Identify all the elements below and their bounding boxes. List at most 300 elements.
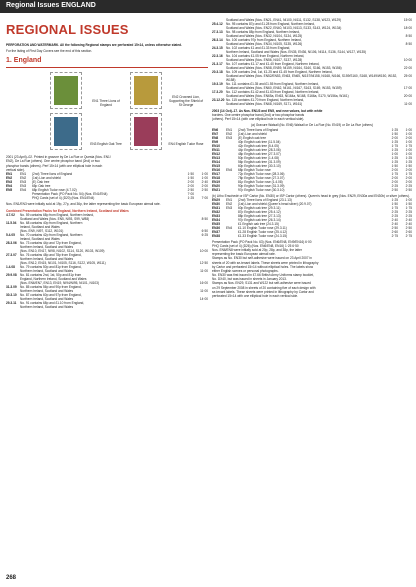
table-cell: 1·25 [405,155,412,160]
table-cell: 68p English Tudor rose (4.7.02) [32,187,77,192]
note-line: representing the basic European airmail rate. [212,252,276,257]
table-cell: 2·75 [405,233,412,238]
table-cell: 90p English Tudor rose (31.3.09) [238,183,285,188]
table-cell: EN17 [212,171,220,176]
table-cell: 27.3.13 [212,30,223,34]
table-cell: 1·25 [391,197,398,202]
table-cell: 25·00 [403,74,412,78]
table-cell: 2·40 [391,221,398,226]
issue-2001-paragraph [6,155,208,172]
note-line: sheets of 20 with se-tenant labels. These sheets were printed in lithography [212,260,319,265]
table-cell: 56p English oak tree (31.3.09) [238,159,281,164]
note-line: on 29 September 2008 in sheets of 20 containing five of each design with [212,285,316,290]
table-cell: (Nos. EN6/EN7, EN13, EN19, NI94/NI95, NI101, NI103) [20,281,100,286]
table-cell: 18·00 [403,26,412,30]
stamp-en3-caption: EN3 English Oak Tree [90,142,122,147]
table-cell: EN18 [212,175,220,180]
note-line: Presentation Pack (PO Pack No. 63) (Nos. EN6/EN8, EN9/EN16) 6·00 [212,239,312,244]
table-cell: No. 59 contains 68p from England, Northern Ireland, [20,213,94,218]
stamp-figure-en2 [130,72,162,109]
table-cell: 31.3.09 [6,285,17,290]
table-cell: 11·00 [200,269,208,274]
table-cell: 2·40 [405,221,412,226]
table-cell: Northern Ireland, Scotland and Wales (Nos. EN35, EN36, NI106, NI114, S136, S144, W127, W135) [226,50,367,54]
left-column [6,18,208,309]
table-cell: No. 73 contains 44p and 72p from England, [20,241,82,246]
table-cell: 20·00 [403,94,412,98]
table-cell: 6·25 [201,233,208,238]
stamp-row-1 [50,72,208,109]
note-line: Stamps as No. EN30 but self-adhesive were issued on 23 April 2007 in [212,256,312,261]
stamp-en3-image [50,113,82,150]
table-cell: 29.9.08 [6,273,17,278]
issue-line: 2001 (23 April)–02. Printed in gravure by De La Rue or Questa (Nos. EN1/ [6,155,111,160]
table-cell: 2·40 [405,217,412,222]
table-cell: Scotland and Wales (Nos. EN56, NI107, S137, W128) [226,58,303,62]
table-cell: 1·75 [391,143,398,148]
table-cell: 1·00 [405,131,412,136]
stamp-en4-caption: EN4 English Tudor Rose [168,142,204,147]
table-cell: Northern Ireland, Scotland and Wales [20,257,74,262]
table-cell: 68p English Tudor rose [238,167,271,172]
table-cell: 1·25 [391,147,398,152]
table-cell: 8·50 [201,217,208,222]
table-cell: 2·00 [391,135,398,140]
table-cell: EN3 [20,179,27,184]
table-cell: EN32 [212,209,220,214]
page-title: REGIONAL ISSUES [6,22,129,37]
table-cell: EN29 [212,197,220,202]
table-cell: 1·25 [391,159,398,164]
table-cell: EN12 [212,151,220,156]
table-cell: Northern Ireland, Scotland and Wales [20,245,74,250]
table-cell: Northern Ireland, Scotland and Wales [20,305,74,310]
table-cell: 1·25 [391,127,398,132]
table-cell: EN34 [212,217,220,222]
table-cell: £1 English oak tree (24.3.15) [238,221,279,226]
table-cell: 1·50 [187,175,194,180]
table-cell: EN4 [20,187,27,192]
table-cell: EN9 [212,139,219,144]
table-cell: 1·00 [405,147,412,152]
table-cell: 1·75 [405,171,412,176]
note-line: No. EN30 was first issued in £7.66 British Army Uniforms stamp booklet, [212,273,314,278]
table-cell: 42p English oak tree (5.4.05) [238,143,279,148]
table-cell: 2·25 [391,209,398,214]
table-cell: 50p English oak tree (1.4.08) [238,155,279,160]
issue-line: EN2), De La Rue (others). One centre phosphor band (2nd) or two [6,159,100,164]
table-cell: 2·00 [201,183,208,188]
table-cell: EN7 [212,131,219,136]
table-cell: 19.3.19 [212,82,223,86]
table-row [212,188,412,192]
table-cell: 11.5.04 [6,221,17,226]
stamp-figure-en4 [130,113,162,150]
table-cell: 2·40 [391,217,398,222]
table-cell: 10·00 [403,58,412,62]
table-cell [212,102,226,106]
table-cell: 2·00 [405,179,412,184]
table-cell: 1·25 [405,159,412,164]
table-cell: Scotland and Wales (Nos. EN21, EN41, NI100, NI111, S132, S138, W123, W129) [226,18,342,22]
note-line: se-tenant labels. These sheets were printed in lithography by Cartor and [212,289,314,294]
table-cell: 23.12.20 [212,98,225,102]
table-cell: 1·25 [391,139,398,144]
table-cell: EN13 [212,155,220,160]
table-cell: 15·00 [403,18,412,22]
section-heading: 1. England [6,57,42,65]
table-cell: EN14 [212,159,220,164]
stamp-en4-image [130,113,162,150]
table-cell: £1.33 English Tudor rose (24.3.15) [238,233,288,238]
intro-bold: PERFORATION AND WATERMARK. All the following Regional stamps are perforated 15×14, unless otherwise stated. [6,43,182,47]
table-cell: Scotland and Wales (Nos. EN68, NI169, S171, W161) [226,102,303,106]
gravure-heading: (a) Gravure Walsall (No. EN6) Walsall or De La Rue (No. EN19) or De La Rue (others) [251,123,373,128]
table-cell: (1st) Lion and shield [238,131,267,136]
table-cell: EN19 [212,179,220,184]
table-cell: 1·50 [391,163,398,168]
table-cell: 2·60 [391,229,398,234]
note-line: perforated 15×14 with one elliptical hole in each vertical side. [212,293,299,298]
table-cell: 2·50 [391,225,398,230]
table-cell: 2·00 [391,167,398,172]
table-cell: EN1 [6,171,13,176]
table-cell: Presentation Pack (PO Pack No. 54) (Nos. EN1/EN4) [32,191,108,196]
table-cell: 1·50 [391,131,398,136]
table-cell: 7·00 [201,195,208,200]
issue-2001-table [6,172,208,200]
table-row [6,196,208,200]
issue-line: borders. One centre phosphor band (2nd) or two phosphor bands [212,113,305,118]
table-cell [226,234,238,238]
issue-line: 2003 (14 Oct)–17. As Nos. EN1/3 and EN5, and new values, but with white [212,109,323,113]
stamp-en4-design [134,117,158,146]
table-cell: No. 87 contains 60p and 97p from England, [20,293,82,298]
table-cell: PHQ Cards (set of 4) (D20) (Nos. EN1/EN4) [32,195,95,200]
table-cell: Scotland and Wales (Nos. EN58, EN59, NI159, NI164, S160, S166, W153, W156) [226,66,342,70]
table-cell: EN3 [226,135,233,140]
table-cell: EN20 [212,183,220,188]
table-cell: EN4 [226,167,233,172]
table-cell: 2·00 [405,175,412,180]
table-cell: 2·00 [187,183,194,188]
table-cell: 26.3.14 [212,38,223,42]
table-cell: 1·75 [405,205,412,210]
table-cell: Ireland, Scotland and Wales [20,225,60,230]
table-cell: No. 107 contains £1.17 and £1.40 from England, Northern Ireland, [226,62,320,66]
table-cell: No. 102 contains £1 and £1.33 from England, [226,46,291,50]
running-header [0,0,416,13]
table-cell: 11·00 [200,289,208,294]
table-cell: (E) English oak tree [238,135,266,140]
table-cell: 2·25 [391,183,398,188]
table-cell: No. 95 contains 87p and £1.28 from England, Northern Ireland, [226,22,315,26]
table-cell: 24.3.15 [212,46,223,50]
table-cell: 16·00 [199,281,208,286]
combined-packs-continued-table [212,18,412,106]
table-cell: 72p English Tudor rose (28.3.06) [238,171,285,176]
table-cell: EN2 [226,201,233,206]
table-cell: 11·00 [404,102,412,106]
table-cell: 87p English oak tree (25.4.12) [238,209,281,214]
note-line: Nos. EN6/EN8 were initially sold at 20p, 28p, and 38p, the latter [212,248,303,253]
note-line: by Cartor and perforated 15×14 without elliptical holes. The labels show [212,264,314,269]
table-cell: Scotland and Wales (Nos. EN34, NI105, S135, W126) [226,42,303,46]
table-cell: Northern Ireland, Scotland and Wales [20,289,74,294]
table-cell: (1st) Lion and shield [32,175,61,180]
table-cell: EN3 [20,183,27,188]
table-cell: Scotland and Wales (Nos. EN60, EN62, NI161, NI167, S163, S169, W153, W159) [226,86,342,90]
table-cell: 27.3.07 [6,253,17,258]
table-cell: 65p Oak tree [32,183,51,188]
table-cell: EN33 [212,213,220,218]
table-cell: No. 81 contains 2nd, 1st, 50p and 81p from [20,273,82,278]
table-cell [212,74,226,82]
table-cell: No. 98 contains 88p from England, Northern Ireland, [226,30,300,34]
table-cell: 1·75 [391,205,398,210]
table-cell: EN2 [226,131,233,136]
intro-plain: For the listing of First Day Covers see the end of this section. [6,49,93,54]
table-cell: 2·25 [405,213,412,218]
table-cell: EN3 [6,179,13,184]
issue-2003-paragraph [212,109,412,121]
table-row [212,74,412,82]
table-cell: EN1 [226,197,233,202]
table-cell: (2nd) Three lions of England [238,127,279,132]
table-cell: 81p English Tudor rose (1.4.08) [238,179,283,184]
table-cell: 2·60 [405,229,412,234]
table-cell: Northern Ireland, Scotland and Wales [20,297,74,302]
table-cell: 2·50 [391,187,398,192]
table-cell: 17.3.20 [212,90,223,94]
table-cell: No. 100 contains 97p from England, Northern Ireland, [226,38,302,42]
table-cell: 2·75 [391,233,398,238]
table-cell: 12·50 [199,261,208,266]
table-cell: 1·00 [405,197,412,202]
table-cell: No. 115 contains £1.70 from England, Northern Ireland, [226,98,305,102]
table-cell: 5.4.05 [6,233,15,238]
table-cell: 21.3.17 [212,62,223,66]
table-cell: EN38 [212,233,220,238]
note-line: either English scenes or personal photographs. [212,268,279,273]
table-cell: (E) Oak tree [32,179,50,184]
table-cell: (2nd) Three lions of England (23.1.13) [238,197,292,202]
table-cell: EN2 [6,175,13,180]
table-cell: No. 68 contains 40p from England, Northern [20,221,83,226]
table-cell: EN21 [212,187,220,192]
table-cell [6,305,20,309]
stamp-en2-design [134,76,158,105]
table-cell: 2·40 [201,179,208,184]
table-cell: 2·50 [201,187,208,192]
table-cell: EN30 [212,201,220,206]
stamp-en1-caption: EN1 Three Lions of England [92,99,120,107]
table-cell: Ireland, Scotland and Wales [20,237,60,242]
table-cell: EN16 [212,167,220,172]
table-cell: £1.10 English Tudor rose (29.3.11) [238,225,287,230]
table-cell: Scotland and Wales (Nos. EN5, NI93, S99, W88) [20,217,90,222]
table-cell: Scotland and Wales (Nos. EN52/EN53, EN63, EN65, NI157/NI158, NI168, NI166, S159/S160, S168, W149/W150, W152, W158) [226,74,398,82]
table-cell: 40p English oak tree (11.5.04) [238,139,281,144]
table-cell: 1·25 [187,195,194,200]
section-rule [6,67,208,68]
table-cell: EN37 [212,229,220,234]
table-cell: No. 70 contains 42p from England, Northern [20,233,83,238]
table-cell: (1st) Lion and shield (Queen's head silver) (20.9.07) [238,201,312,206]
table-cell: EN31 [212,205,220,210]
stamp-en1-image [50,72,82,109]
table-cell: EN2 [20,175,27,180]
table-cell: EN6 [212,127,219,132]
table-cell: England, Northern Ireland, Scotland and Wales [20,277,87,282]
stamp-en2-caption: EN2 Crowned Lion, Supporting the Shield of St George [168,95,204,107]
table-cell: 4.7.02 [6,213,15,218]
litho-heading: (b) Litho Enschedé or ISP Cartor (No. EN30) or ISP Cartor (others). Queen's head in grey (Nos. EN29, EN30a and EN30b) or silver (others). [212,193,410,198]
stamp-figure-en3 [50,113,82,150]
table-cell: 7·00 [187,191,194,196]
table-cell: (2nd) Three lions of England [32,171,73,176]
table-cell: 60p English oak tree (29.3.11) [238,205,281,210]
table-cell: 2·00 [405,167,412,172]
table-cell: EN15 [212,163,220,168]
table-cell: 1·00 [201,175,208,180]
table-cell: 1·75 [391,171,398,176]
table-cell: Scotland and Wales (Nos. EN32, NI104, S134, W125) [226,34,303,38]
table-cell: No. 85 contains 56p and 90p from England, [20,285,82,290]
table-cell: (Nos. EN10, EN17, NI98, NI102, S114, S120, W103, W109) [20,249,105,254]
table-row [212,234,412,238]
table-cell: EN11 [212,147,220,152]
table-cell [194,305,208,309]
combined-packs-table [6,213,208,309]
table-cell: (Nos. EN9, NI97, S112, W101) [20,229,64,234]
table-cell: EN8 [212,135,219,140]
table-cell: EN1 [226,127,233,132]
table-cell: 1·00 [391,151,398,156]
table-cell: No. 112 contains £1.42 and £1.63 from England, Northern Ireland, [226,90,320,94]
issue-2001-note: Nos. EN1/EN3 were initially sold at 19p, 27p, and 36p, the latter representing the basic European airmail rate. [6,201,161,206]
table-cell: 2·00 [187,179,194,184]
table-cell: 1.4.08 [6,265,15,270]
table-cell: 60p English oak tree (30.3.10) [238,163,281,168]
table-cell: No. 104 contains £1.05 from England, Northern Ireland, [226,54,305,58]
table-cell: 25.4.12 [212,22,223,26]
table-cell: Northern Ireland, Scotland and Wales [20,269,74,274]
table-cell: 6·50 [201,229,208,234]
table-cell: 1·50 [405,201,412,206]
table-cell: 1·50 [391,201,398,206]
table-cell: 2·00 [391,179,398,184]
table-cell: EN36 [212,225,220,230]
note-line: No. DX40, but was issued in sheets in January 2013. [212,277,287,282]
table-cell: 44p English oak tree (28.3.06) [238,147,281,152]
table-cell: 10·00 [199,249,208,254]
issue-line: phosphor bands (others). Perf 15×14 (with one elliptical hole in each [6,163,103,168]
table-cell: 2·50 [405,187,412,192]
table-cell: EN10 [212,143,220,148]
table-cell [226,188,238,192]
table-cell: 88p English oak tree (27.3.13) [238,213,281,218]
table-cell [20,196,32,200]
table-cell: No. 91 contains 68p and £1.10 from England, [20,301,85,306]
note-line: PHQ Cards (set of 4) (D26) (Nos. EN6/EN8, EN16) 1·25 6·50 [212,243,299,248]
stamp-figure-en1 [50,72,82,109]
table-cell: 1·00 [405,127,412,132]
note-line: Stamps as Nos. EN29, S131 and W122 but self-adhesive were issued [212,281,311,286]
table-cell: 1·00 [405,151,412,156]
table-cell: 1·75 [405,143,412,148]
table-cell: No. 76 contains 48p and 78p from England, [20,253,82,258]
table-cell: 1·00 [201,171,208,176]
table-cell: 2·00 [391,175,398,180]
table-cell: 1·50 [405,163,412,168]
table-cell: No. 109 contains 2nd, 1st, £1.25 and £1.45 from England, Northern Ireland, [226,70,333,74]
table-cell: 14·00 [199,297,208,302]
table-cell: 97p English oak tree (26.3.14) [238,217,281,222]
litho-table [212,198,412,238]
table-cell: 28.3.06 [6,241,17,246]
table-cell: 78p English Tudor rose (27.3.07) [238,175,285,180]
table-cell: 2·00 [405,135,412,140]
page-number: 268 [6,575,17,581]
stamp-en3-design [54,117,78,146]
table-cell: 2·25 [391,213,398,218]
issue-2003-table [212,128,412,192]
table-cell [6,196,20,200]
table-cell: 48p English oak tree (27.3.07) [238,151,281,156]
table-cell: £1.28 English Tudor rose (25.4.12) [238,229,288,234]
table-cell: EN3 [226,205,233,210]
table-cell: Scotland and Wales (Nos. EN22, EN40, NI103, NI113, S133, S143, W124, W134) [226,26,342,30]
table-cell: 2·50 [405,225,412,230]
table-cell: EN4 [6,183,13,188]
table-cell: 17·00 [403,86,412,90]
table-row [212,102,412,106]
table-cell: EN5 [6,187,13,192]
right-notes [212,240,412,298]
table-cell: 2·25 [405,183,412,188]
table-cell: 22·00 [403,66,412,70]
stamp-en1-design [54,76,78,105]
stamp-en2-image [130,72,162,109]
table-cell: 20.3.18 [212,70,223,74]
table-cell: 2·25 [405,209,412,214]
table-row [6,305,208,309]
running-header-title: Regional Issues ENGLAND [6,2,96,9]
table-cell: EN35 [212,221,220,226]
table-cell: 8·50 [405,34,412,38]
combined-packs-heading: Combined Presentation Packs for England, Northern Ireland, Scotland and Wales [6,209,129,214]
table-cell: 22.3.16 [212,54,223,58]
table-cell: EN1 [20,171,27,176]
table-cell: 30.3.10 [6,293,17,298]
table-cell: 97p English Tudor rose (30.3.10) [238,187,285,192]
table-cell: 8·50 [405,42,412,46]
table-cell: 1·50 [187,171,194,176]
table-cell: EN4 [226,225,233,230]
table-cell: (Nos. EN12, EN15, NI101, NI105, S116, S122, W105, W111) [20,261,106,266]
issue-line: vertical side). [6,167,25,172]
table-cell: No. 79 contains 50p and 81p from England, [20,265,82,270]
right-column [212,18,412,298]
table-cell: 1·25 [391,155,398,160]
table-cell: 1·00 [405,139,412,144]
table-cell: 29.3.11 [6,301,17,306]
table-cell: Scotland and Wales (Nos. EN65a, EN63, NI164a, NI168, S166a, S170, W156a, W161) [226,94,349,98]
table-cell: No. 111 contains £1.35 and £1.55 from England, Northern Ireland, [226,82,319,86]
issue-line: (others). Perf 15×14 (with one elliptical hole in each vertical side). [212,117,305,122]
stamp-row-2 [50,113,208,150]
